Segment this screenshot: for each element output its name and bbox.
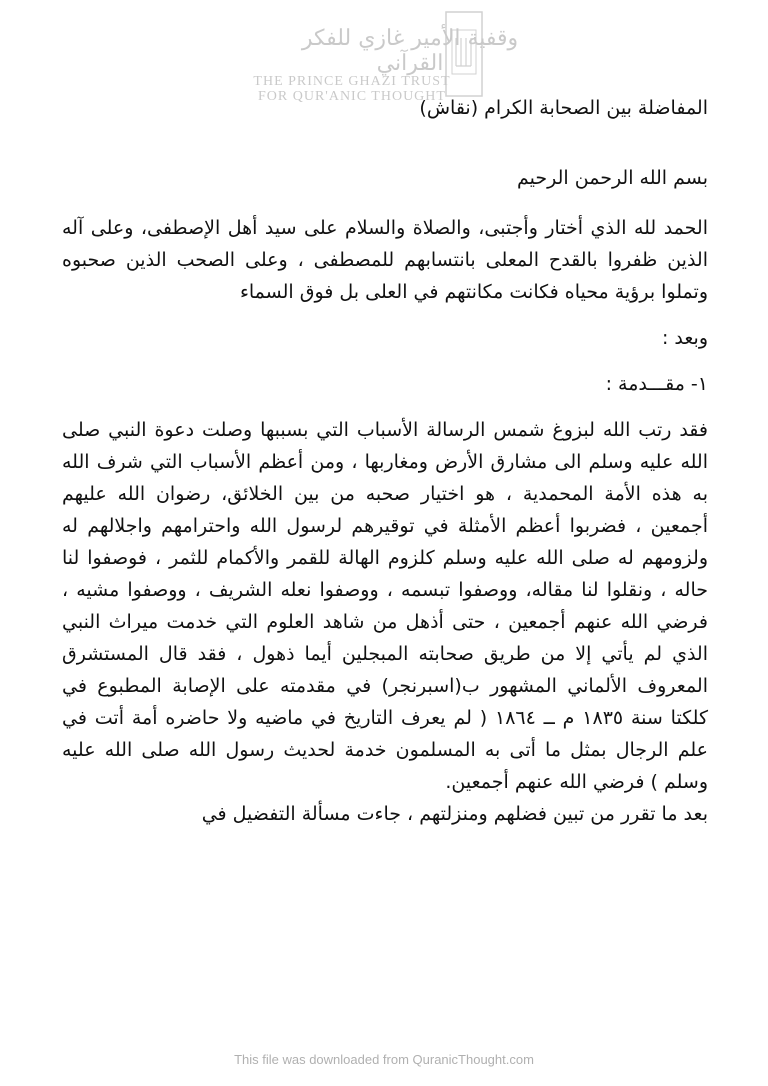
last-line: بعد ما تقرر من تبين فضلهم ومنزلتهم ، جاءت مسألة التفضيل في: [201, 803, 708, 825]
body-paragraph: فقد رتب الله لبزوغ شمس الرسالة الأسباب التي بسببها وصلت دعوة النبي صلى الله عليه وسلم الى مشارق الأرض ومغاربها ، ومن أعظم الأسباب التي شرف الله به هذه الأمة المحمدية ، هو اختيار صحبه من بين الخلائق، رضوان الله عليهم أجمعين ، فضربوا أعظم الأمثلة في توقيرهم لرسول الله واحترامهم واجلالهم له ولزومهم له صلى الله عليه وسلم كلزوم الهالة للقمر والأكمام للثمر ، فوصفوا لنا حاله ، ونقلوا لنا مقاله، ووصفوا تبسمه ، ووصفوا نعله الشريف ، ووصفوا مشيه ، فرضي الله عنهم أجمعين ، حتى أذهل من شاهد العلوم التي خدمت ميراث النبي الذي لم يأتي إلا من طريق صحابته المبجلين أيما ذهول ، فقد قال المستشرق المعروف الألماني المشهور ب(اسبرنجر) في مقدمته على الإصابة المطبوع في كلكتا سنة ١٨٣٥ م ــ ١٨٦٤ ( لم يعرف التاريخ في ماضيه ولا حاضره أمة أتت في علم الرجال بمثل ما أتى به المسلمون خدمة لحديث رسول الله صلى الله عليه وسلم ) فرضي الله عنهم أجمعين.: [62, 419, 708, 793]
after-praise: وبعد :: [661, 327, 708, 349]
watermark-arabic: وقفية الأمير غازي للفكر القرآني: [301, 26, 519, 76]
opening-paragraph: الحمد لله الذي أختار وأجتبى، والصلاة والسلام على سيد أهل الإصطفى، وعلى آله الذين ظفروا بالقدح المعلى بانتسابهم للمصطفى ، وعلى الصحب الذين صحبوه وتملوا برؤية محياه فكانت مكانتهم في العلى بل فوق السماء: [62, 217, 708, 303]
basmala: بسم الله الرحمن الرحيم: [517, 167, 708, 189]
watermark-english-line1: THE PRINCE GHAZI TRUST: [253, 74, 451, 89]
watermark-english-line2: FOR QUR'ANIC THOUGHT: [258, 89, 446, 104]
download-footer: This file was downloaded from QuranicThought.com: [234, 1052, 534, 1067]
section-heading: ١- مقـــدمة :: [605, 373, 708, 395]
page-title: المفاضلة بين الصحابة الكرام (نقاش): [419, 97, 708, 119]
document-body: [62, 92, 708, 830]
watermark-logo: [220, 8, 520, 104]
